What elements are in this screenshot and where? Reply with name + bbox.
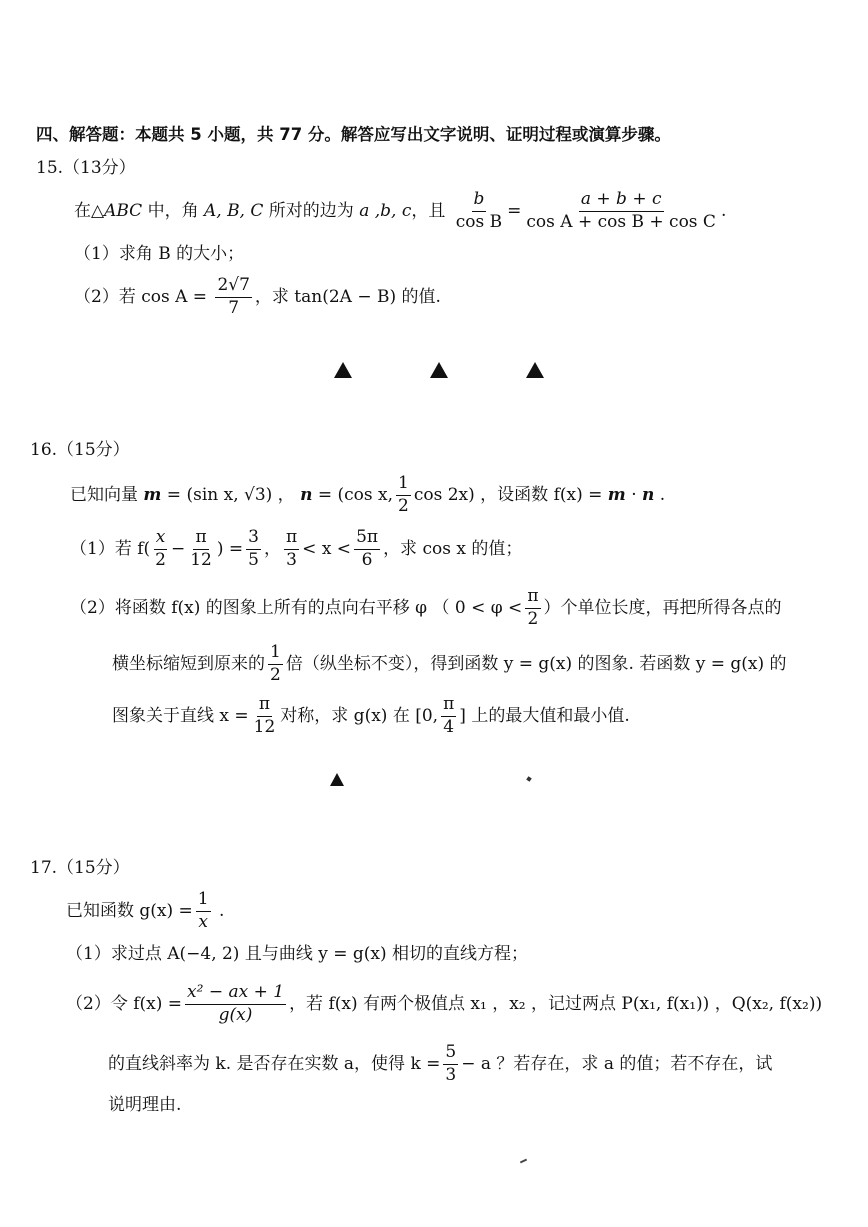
q16-part2-line2 — [112, 644, 787, 685]
q16-stem-text-4: cos 2x) ，设函数 f(x) = — [413, 484, 608, 505]
q16-part2-line1 — [70, 588, 782, 629]
q16-p2-l2-text-2: 倍（纵坐标不变），得到函数 y = g(x) 的图象. 若函数 y = g(x) 的 — [285, 653, 787, 674]
q15-part2-den: 7 — [228, 297, 240, 318]
separator-triangle-icon — [330, 773, 344, 786]
separator-triangle-icon — [334, 362, 352, 378]
q16-vector-n-2: n — [642, 484, 655, 505]
q16-p1-frac-3 — [246, 529, 261, 570]
q16-p2-l3-fraction-1 — [252, 696, 278, 737]
q15-lhs-den: cos B — [455, 211, 503, 232]
q17-stem-den: x — [198, 911, 208, 932]
q15-stem — [74, 191, 726, 232]
q17-stem-num: 1 — [196, 891, 211, 912]
q17-stem — [66, 891, 224, 932]
q15-sides: a ,b, c — [359, 200, 412, 221]
q16-p2-l2-den: 2 — [270, 664, 281, 685]
q16-stem-text-3: = (cos x, — [312, 484, 394, 505]
q16-p1-frac-2 — [188, 529, 214, 570]
q15-lhs-fraction — [454, 191, 504, 232]
q15-number: 15.（13分） — [36, 158, 136, 178]
q15-angles: A, B, C — [203, 200, 264, 221]
q16-p1-frac-4-den: 3 — [286, 549, 297, 570]
q15-equals: = — [507, 200, 522, 221]
q17-p2-den: g(x) — [218, 1004, 253, 1025]
separator-triangle-icon — [430, 362, 448, 378]
q16-p1-frac-5-den: 6 — [361, 549, 373, 570]
q16-p2-l1-fraction — [525, 588, 540, 629]
q16-p2-l2-num: 1 — [268, 644, 283, 665]
q17-p2-fraction — [185, 984, 286, 1025]
q15-part2-num: 2√7 — [215, 277, 251, 298]
q15-lhs-num: b — [472, 191, 487, 212]
q16-p2-l1-num: π — [525, 588, 540, 609]
q17-stem-end: . — [213, 900, 225, 921]
q16-dot: · — [625, 484, 643, 505]
q16-p1-text-4: < x < — [302, 538, 352, 559]
q15-part2-text-1: （2）若 cos A = — [74, 286, 208, 307]
q16-part2-line3 — [112, 696, 630, 737]
q16-p1-minus: − — [170, 538, 186, 559]
q17-p2-num: x² − ax + 1 — [185, 984, 286, 1005]
q15-stem-text-3: 所对的边为 — [263, 200, 360, 221]
q16-p2-l3-text-2: 对称，求 g(x) 在 [0, — [280, 705, 439, 726]
q16-p2-l3-den-2: 4 — [443, 716, 455, 737]
q16-part1 — [70, 529, 522, 570]
q16-p1-frac-4-num: π — [284, 529, 299, 550]
q16-p2-l1-text-2: ）个单位长度，再把所得各点的 — [543, 597, 782, 618]
q16-p1-frac-5 — [354, 529, 380, 570]
q16-p2-l3-text-1: 图象关于直线 x = — [112, 705, 249, 726]
section-heading: 四、解答题：本题共 5 小题，共 77 分。解答应写出文字说明、证明过程或演算步骤。 — [36, 125, 671, 144]
q17-stem-text-1: 已知函数 g(x) = — [66, 900, 193, 921]
q16-p2-l3-den-1: 12 — [253, 716, 276, 737]
q16-half-num: 1 — [396, 475, 411, 496]
q17-p2-l2-text-1: 的直线斜率为 k. 是否存在实数 a，使得 k = — [108, 1053, 441, 1074]
q16-p2-l1-den: 2 — [527, 608, 539, 629]
q17-part2-line2 — [108, 1044, 772, 1085]
q15-part2-fraction — [215, 277, 251, 318]
q17-part2-line3: 说明理由. — [108, 1095, 182, 1115]
q16-p1-frac-5-num: 5π — [354, 529, 380, 550]
q15-rhs-fraction — [524, 191, 718, 232]
q15-rhs-num: a + b + c — [579, 191, 664, 212]
q16-p1-frac-1 — [153, 529, 168, 570]
q16-p2-l3-num-2: π — [441, 696, 456, 717]
separator-triangle-icon — [526, 362, 544, 378]
q15-triangle-name: ABC — [104, 200, 143, 221]
q16-p1-frac-3-den: 5 — [248, 549, 259, 570]
q16-vector-m-2: m — [607, 484, 626, 505]
q16-vector-m: m — [143, 484, 162, 505]
q17-p2-l2-num: 5 — [443, 1044, 458, 1065]
q16-stem — [70, 475, 665, 516]
q17-part1: （1）求过点 A(−4, 2) 且与曲线 y = g(x) 相切的直线方程； — [66, 944, 529, 964]
q17-stem-fraction — [196, 891, 211, 932]
q17-part2-line1 — [66, 984, 822, 1025]
q15-part1: （1）求角 B 的大小； — [74, 244, 245, 264]
q15-end: . — [720, 200, 727, 221]
q16-p2-l3-num-1: π — [257, 696, 272, 717]
q16-p1-frac-2-den: 12 — [190, 549, 212, 570]
q16-stem-text-2: = (sin x, √3) ， — [161, 484, 295, 505]
q16-stem-end: . — [654, 484, 666, 505]
q16-p2-l3-text-3: ] 上的最大值和最小值. — [459, 705, 630, 726]
q16-p2-l1-text-1: （2）将函数 f(x) 的图象上所有的点向右平移 φ （ 0 < φ < — [70, 597, 523, 618]
q17-p2-l2-den: 3 — [445, 1064, 457, 1085]
q15-stem-text-2: 中，角 — [142, 200, 204, 221]
q16-p1-text-2: ) = — [216, 538, 244, 559]
q15-part2-text-2: ，求 tan(2A − B) 的值. — [254, 286, 441, 307]
q16-p2-l3-fraction-2 — [441, 696, 456, 737]
q16-p1-frac-1-num: x — [154, 529, 168, 550]
q16-vector-n: n — [300, 484, 313, 505]
q15-stem-text-4: ，且 — [411, 200, 446, 221]
scan-speck-icon — [526, 776, 532, 782]
q16-p1-text-1: （1）若 f( — [70, 538, 151, 559]
q16-p2-l2-fraction — [268, 644, 283, 685]
q17-number: 17.（15分） — [30, 858, 130, 878]
q16-half-den: 2 — [398, 495, 409, 516]
q17-p2-l2-text-2: − a ？若存在，求 a 的值；若不存在，试 — [461, 1053, 773, 1074]
q17-p2-l2-fraction — [443, 1044, 458, 1085]
q17-p2-text-2: ，若 f(x) 有两个极值点 x₁ ，x₂ ，记过两点 P(x₁, f(x₁)) ，Q(x₂, f(x₂)) — [289, 993, 823, 1014]
q16-p1-frac-1-den: 2 — [155, 549, 166, 570]
q17-p2-text-1: （2）令 f(x) = — [66, 993, 183, 1014]
q16-p1-frac-2-num: π — [193, 529, 208, 550]
q16-stem-text-1: 已知向量 — [70, 484, 144, 505]
scan-speck-icon — [520, 1159, 527, 1164]
q16-p2-l2-text-1: 横坐标缩短到原来的 — [112, 653, 265, 674]
q16-p1-frac-3-num: 3 — [246, 529, 261, 550]
q15-rhs-den: cos A + cos B + cos C — [526, 211, 716, 232]
q15-stem-text-1: 在△ — [74, 200, 105, 221]
q16-number: 16.（15分） — [30, 440, 130, 460]
q16-p1-text-5: ，求 cos x 的值； — [383, 538, 523, 559]
q16-p1-text-3: ， — [263, 538, 281, 559]
q15-part2 — [74, 277, 441, 318]
q16-p1-frac-4 — [284, 529, 299, 570]
q16-half-fraction — [396, 475, 411, 516]
